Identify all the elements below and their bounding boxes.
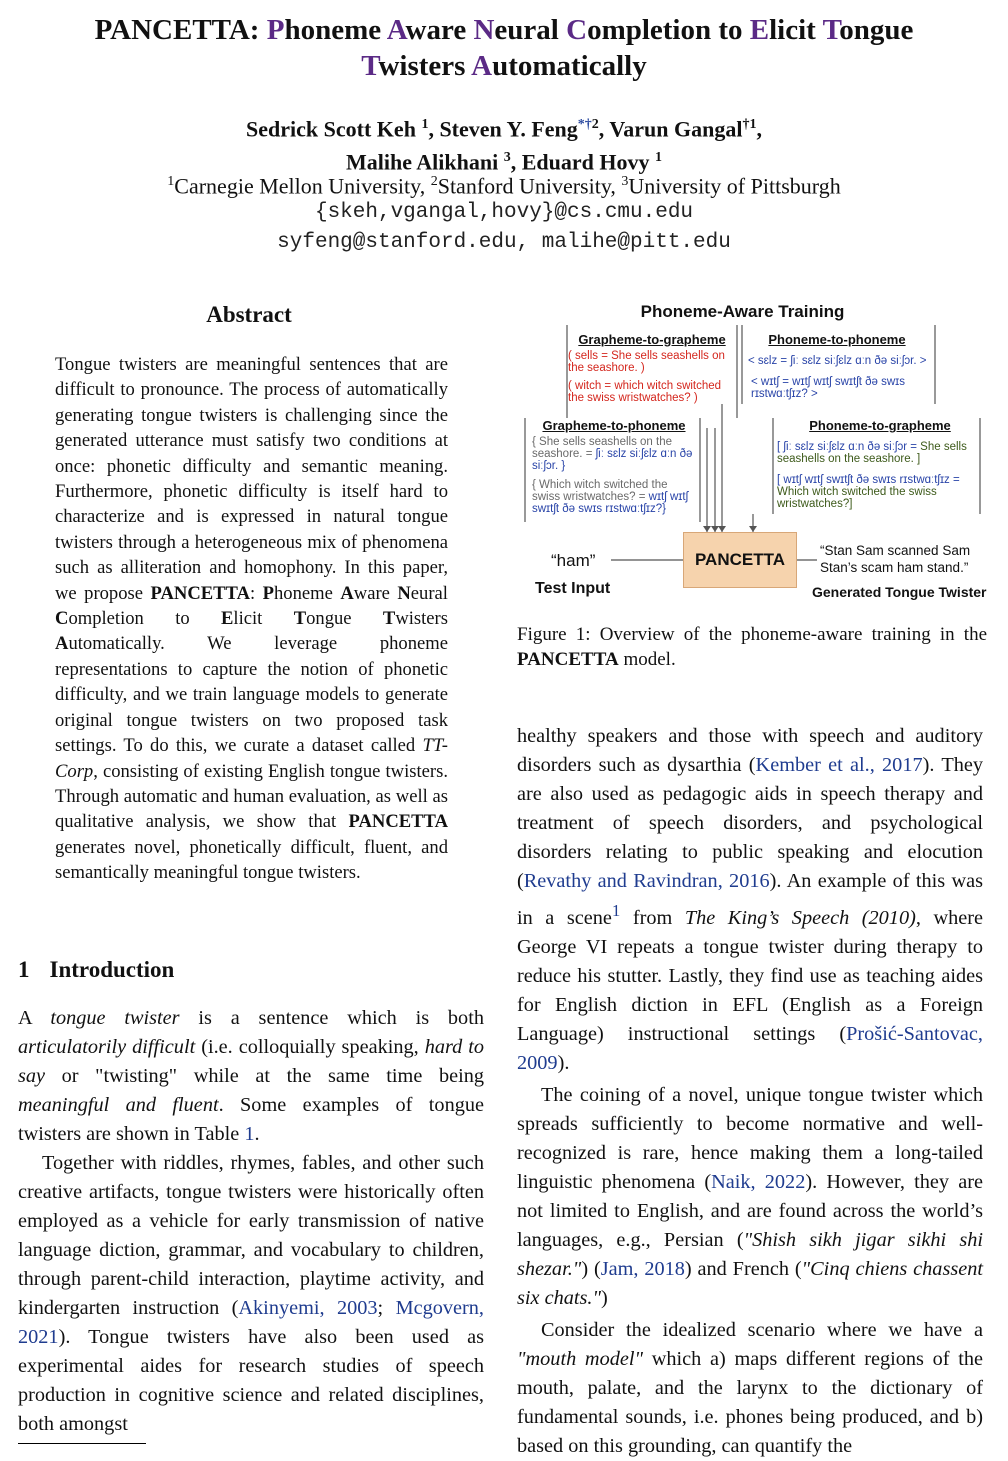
phoneme-text: [ wɪtʃ wɪtʃ swɪtʃt ðə swɪs rɪstwɑːtʃɪz = bbox=[777, 474, 960, 486]
g2g-example: ( sells = She sells seashells on the seashore. ) bbox=[568, 350, 725, 374]
acronym-text: honeme bbox=[274, 582, 341, 604]
emph-text: "mouth model" bbox=[517, 1347, 644, 1370]
text: A bbox=[18, 1007, 51, 1029]
model-name: PANCETTA bbox=[348, 811, 448, 833]
author-list: Sedrick Scott Keh $^1$, Steven Y. Feng$^{*\dagger 2}$, Varun Gangal$^{\dagger 1}$, Malihe Alikhani $^3$, Eduard Hovy $^1$ bbox=[246, 116, 762, 175]
grapheme-text: { She sells seashells on the seashore. = bbox=[532, 436, 673, 460]
title-text: wisters bbox=[378, 50, 472, 82]
citation-link[interactable]: Kember et al., 2017 bbox=[755, 754, 923, 776]
text: ) bbox=[601, 1286, 608, 1309]
email-line[interactable]: syfeng@stanford.edu, malihe@pitt.edu bbox=[277, 231, 731, 254]
text: . bbox=[254, 1123, 260, 1145]
title-text: licit bbox=[769, 14, 823, 46]
footnote-link[interactable]: 1 bbox=[611, 901, 621, 920]
footnote-rule bbox=[18, 1443, 146, 1444]
title-initial: C bbox=[566, 14, 588, 46]
emph-text: "Shish sikh jigar sikhi shi shezar." bbox=[517, 1228, 983, 1280]
acronym-text: ware bbox=[353, 582, 398, 604]
table-ref-link[interactable]: 1 bbox=[244, 1123, 255, 1145]
pancetta-model-box: PANCETTA bbox=[683, 532, 797, 588]
p2g-example bbox=[777, 474, 979, 510]
title-text: ware bbox=[405, 14, 474, 46]
emph-text: articulatorily difficult bbox=[18, 1036, 196, 1058]
title-text: utomatically bbox=[492, 50, 647, 82]
generated-output-label: Generated Tongue Twister bbox=[812, 584, 987, 600]
emph-text: hard to say bbox=[18, 1036, 484, 1087]
acronym-initial: A bbox=[340, 582, 354, 604]
p2p-example: < wɪtʃ = wɪtʃ wɪtʃ swɪtʃt ðə swɪs rɪstwɑːtʃɪz? > bbox=[751, 376, 906, 400]
right-column-body bbox=[517, 722, 983, 1461]
grapheme-text: She sells seashells on the seashore. ] bbox=[777, 441, 967, 465]
acronym-initial: T bbox=[382, 608, 396, 630]
model-name: PANCETTA bbox=[517, 649, 619, 670]
acronym-initial: E bbox=[221, 608, 234, 630]
title-text: eural bbox=[494, 14, 567, 46]
g2g-heading: Grapheme-to-grapheme bbox=[578, 332, 726, 347]
g2p-heading: Grapheme-to-phoneme bbox=[542, 418, 686, 433]
affil-sup: 3 bbox=[503, 150, 511, 166]
acronym-text: utomatically. bbox=[68, 633, 165, 655]
abstract-text: Tongue twisters are meaningful sentences that are difficult to pronounce. The process of automatically generating tongue twisters is challenging since the generated utterance must satisfy two conditions at once: phonetic difficulty and semantic meaning. Furthermore, phonetic difficulty is itself hard to characterize and is expressed in natural tongue twisters through a heterogeneous mix of phenomena such as alliteration and homophony. In this paper, we propose bbox=[55, 354, 448, 604]
citation-link[interactable]: Prošić-Santovac, 2009 bbox=[517, 1022, 983, 1074]
text: . Some examples of tongue twisters are shown in Table bbox=[18, 1094, 484, 1145]
text: or "twisting" while at the same time being bbox=[45, 1065, 484, 1087]
g2g-example: ( witch = which witch switched the swiss wristwatches? ) bbox=[568, 380, 722, 404]
figure-title: Phoneme-Aware Training bbox=[640, 302, 845, 321]
title-initial: N bbox=[473, 14, 495, 46]
text: , where George VI repeats a tongue twister during therapy to reduce his stutter. Lastly, they find use as teaching aides for English diction in EFL (English as a Foreign Language) instructional settings ( bbox=[517, 906, 983, 1045]
section-title: Introduction bbox=[49, 957, 175, 982]
text: which a) maps different regions of the mouth, palate, and the larynx to the dictionary of fundamental sounds, i.e. phones being produced, and b) based on this grounding, can quantify the bbox=[517, 1347, 984, 1457]
title-text: ongue bbox=[839, 14, 914, 46]
test-input-label: Test Input bbox=[535, 580, 611, 597]
citation-link[interactable]: Naik, 2022 bbox=[711, 1170, 806, 1193]
text: is a sentence which is both bbox=[179, 1007, 484, 1029]
acronym-text: licit bbox=[233, 608, 294, 630]
text: healthy speakers and those with speech and auditory disorders such as dysarthia ( bbox=[517, 725, 983, 776]
text: ) and French ( bbox=[684, 1257, 802, 1280]
affil-sup: 2 bbox=[591, 117, 599, 132]
acronym-text: ongue bbox=[306, 608, 383, 630]
affiliation: Carnegie Mellon University, bbox=[174, 173, 431, 199]
title-text: ompletion to bbox=[587, 14, 750, 46]
acronym-text: eural bbox=[410, 582, 448, 604]
section-heading bbox=[18, 957, 174, 983]
affil-sup: 1 bbox=[167, 174, 175, 189]
affiliations bbox=[0, 168, 1008, 200]
title-text: honeme bbox=[284, 14, 387, 46]
generated-output-text: “Stan Sam scanned Sam Stan’s scam ham stand.” bbox=[820, 543, 971, 575]
paragraph bbox=[517, 722, 983, 1078]
acronym-text: : bbox=[250, 582, 263, 604]
section-number: 1 bbox=[18, 957, 30, 982]
citation-link[interactable]: Mcgovern, 2021 bbox=[18, 1297, 484, 1348]
emph-text: The King’s Speech (2010) bbox=[684, 906, 916, 929]
paragraph bbox=[18, 1004, 484, 1149]
equal-contrib-mark: *† bbox=[577, 117, 592, 132]
emph-text: tongue twister bbox=[50, 1007, 180, 1029]
abstract-text: We leverage phoneme representations to capture the notion of phonetic difficulty, and we train language models to generate original tongue twisters on two proposed task settings. To do this, we curate a dataset called bbox=[55, 633, 448, 757]
corpus-name: TT-Corp bbox=[55, 735, 448, 782]
affil-sup: 1 bbox=[654, 150, 662, 166]
citation-link[interactable]: Jam, 2018 bbox=[600, 1257, 685, 1280]
text: ). However, they are not limited to English, and are found across the world’s languages, e.g., Persian ( bbox=[517, 1170, 983, 1251]
affil-sup: 2 bbox=[430, 174, 438, 189]
emph-text: meaningful and fluent bbox=[18, 1094, 219, 1116]
equal-contrib-mark: † bbox=[742, 117, 750, 132]
g2p-example bbox=[532, 479, 694, 515]
paragraph bbox=[517, 1081, 983, 1313]
emph-text: "Cinq chiens chassent six chats." bbox=[517, 1257, 984, 1309]
figure-1 bbox=[515, 300, 1005, 610]
abstract-body bbox=[55, 352, 448, 886]
citation-link[interactable]: Revathy and Ravindran, 2016 bbox=[523, 870, 770, 892]
caption-text: model. bbox=[618, 649, 676, 670]
text: ). An example of this was in a scene bbox=[517, 870, 983, 929]
test-input-text: “ham” bbox=[551, 551, 596, 570]
affiliation: University of Pittsburgh bbox=[628, 173, 841, 199]
text: ). bbox=[557, 1051, 570, 1074]
affil-sup: 3 bbox=[621, 174, 629, 189]
g2p-example bbox=[532, 436, 694, 472]
caption-text: Figure 1: Overview of the phoneme-aware training in the bbox=[517, 624, 987, 645]
p2p-heading: Phoneme-to-phoneme bbox=[768, 332, 906, 347]
text: ). They are also used as pedagogic aids in speech therapy and treatment of speech disorders, and psychological disorders relating to public speaking and elocution ( bbox=[517, 754, 983, 892]
abstract-text: , consisting of existing English tongue twisters. Through automatic and human evaluation, as well as qualitative analysis, we show that bbox=[55, 760, 448, 833]
title-initial: T bbox=[822, 14, 840, 46]
paragraph bbox=[18, 1149, 484, 1439]
text: (i.e. colloquially speaking, bbox=[195, 1036, 425, 1058]
affil-sup: 1 bbox=[421, 117, 429, 132]
email-line[interactable]: {skeh,vgangal,hovy}@cs.cmu.edu bbox=[314, 201, 694, 224]
phoneme-text: wɪtʃ wɪtʃ swɪtʃt ðə swɪs rɪstwɑːtʃɪz?} bbox=[532, 491, 689, 515]
abstract-heading: Abstract bbox=[206, 302, 292, 327]
grapheme-text: Which witch switched the swiss wristwatches?] bbox=[777, 486, 937, 510]
acronym-initial: N bbox=[397, 582, 411, 604]
author-name: Varun Gangal bbox=[609, 116, 743, 142]
acronym-initial: T bbox=[293, 608, 307, 630]
title-initial: P bbox=[266, 14, 285, 46]
figure-caption bbox=[517, 622, 987, 672]
paragraph bbox=[517, 1316, 983, 1461]
text: ). Tongue twisters have also been used as experimental aides for research studies of speech production in cognitive science and related disciplines, both amongst bbox=[18, 1326, 484, 1435]
text: The coining of a novel, unique tongue twister which spreads sufficiently to become normative and well-recognized is rare, hence making them a long-tailed linguistic phenomena ( bbox=[517, 1083, 983, 1193]
phoneme-text: ʃiː sɛlz siːʃɛlz ɑːn ðə siːʃɔr. } bbox=[532, 448, 693, 472]
text: ) ( bbox=[581, 1257, 601, 1280]
title-initial: E bbox=[749, 14, 770, 46]
citation-link[interactable]: Akinyemi, 2003 bbox=[238, 1297, 378, 1319]
phoneme-text: [ ʃiː sɛlz siːʃɛlz ɑːn ðə siːʃɔr = bbox=[777, 441, 921, 453]
p2g-heading: Phoneme-to-grapheme bbox=[809, 418, 951, 433]
text: ; bbox=[377, 1297, 396, 1319]
acronym-initial: C bbox=[55, 608, 69, 630]
abstract-text: generates novel, phonetically difficult, fluent, and semantically meaningful tongue twisters. bbox=[55, 836, 448, 884]
title-text: PANCETTA: bbox=[94, 14, 267, 46]
author-name: Malihe Alikhani bbox=[346, 149, 499, 175]
acronym-text: ompletion to bbox=[68, 608, 222, 630]
title-initial: A bbox=[471, 50, 493, 82]
p2p-example: < sɛlz = ʃiː sɛlz siːʃɛlz ɑːn ðə siːʃɔr. > bbox=[748, 355, 927, 367]
text: Together with riddles, rhymes, fables, and other such creative artifacts, tongue twisters were historically often employed as a vehicle for early transmission of native language diction, grammar, and vocabulary to children, through parent-child interaction, playtime activity, and kindergarten instruction ( bbox=[18, 1152, 484, 1319]
author-name: Steven Y. Feng bbox=[439, 116, 578, 142]
text: Consider the idealized scenario where we have a bbox=[541, 1318, 983, 1341]
acronym-text: wisters bbox=[395, 608, 448, 630]
paper-title bbox=[0, 12, 1008, 84]
title-initial: T bbox=[361, 50, 379, 82]
grapheme-text: { Which witch switched the swiss wristwatches? = bbox=[532, 479, 668, 503]
acronym-initial: P bbox=[262, 582, 274, 604]
title-initial: A bbox=[386, 14, 406, 46]
p2g-example bbox=[777, 441, 977, 465]
text: from bbox=[620, 906, 685, 929]
affil-sup: 1 bbox=[749, 117, 757, 132]
affiliation: Stanford University, bbox=[437, 173, 622, 199]
author-name: Eduard Hovy bbox=[521, 149, 650, 175]
author-name: Sedrick Scott Keh bbox=[246, 116, 416, 142]
acronym-initial: A bbox=[55, 633, 69, 655]
left-column-body bbox=[18, 1004, 484, 1439]
model-name: PANCETTA bbox=[150, 582, 250, 604]
